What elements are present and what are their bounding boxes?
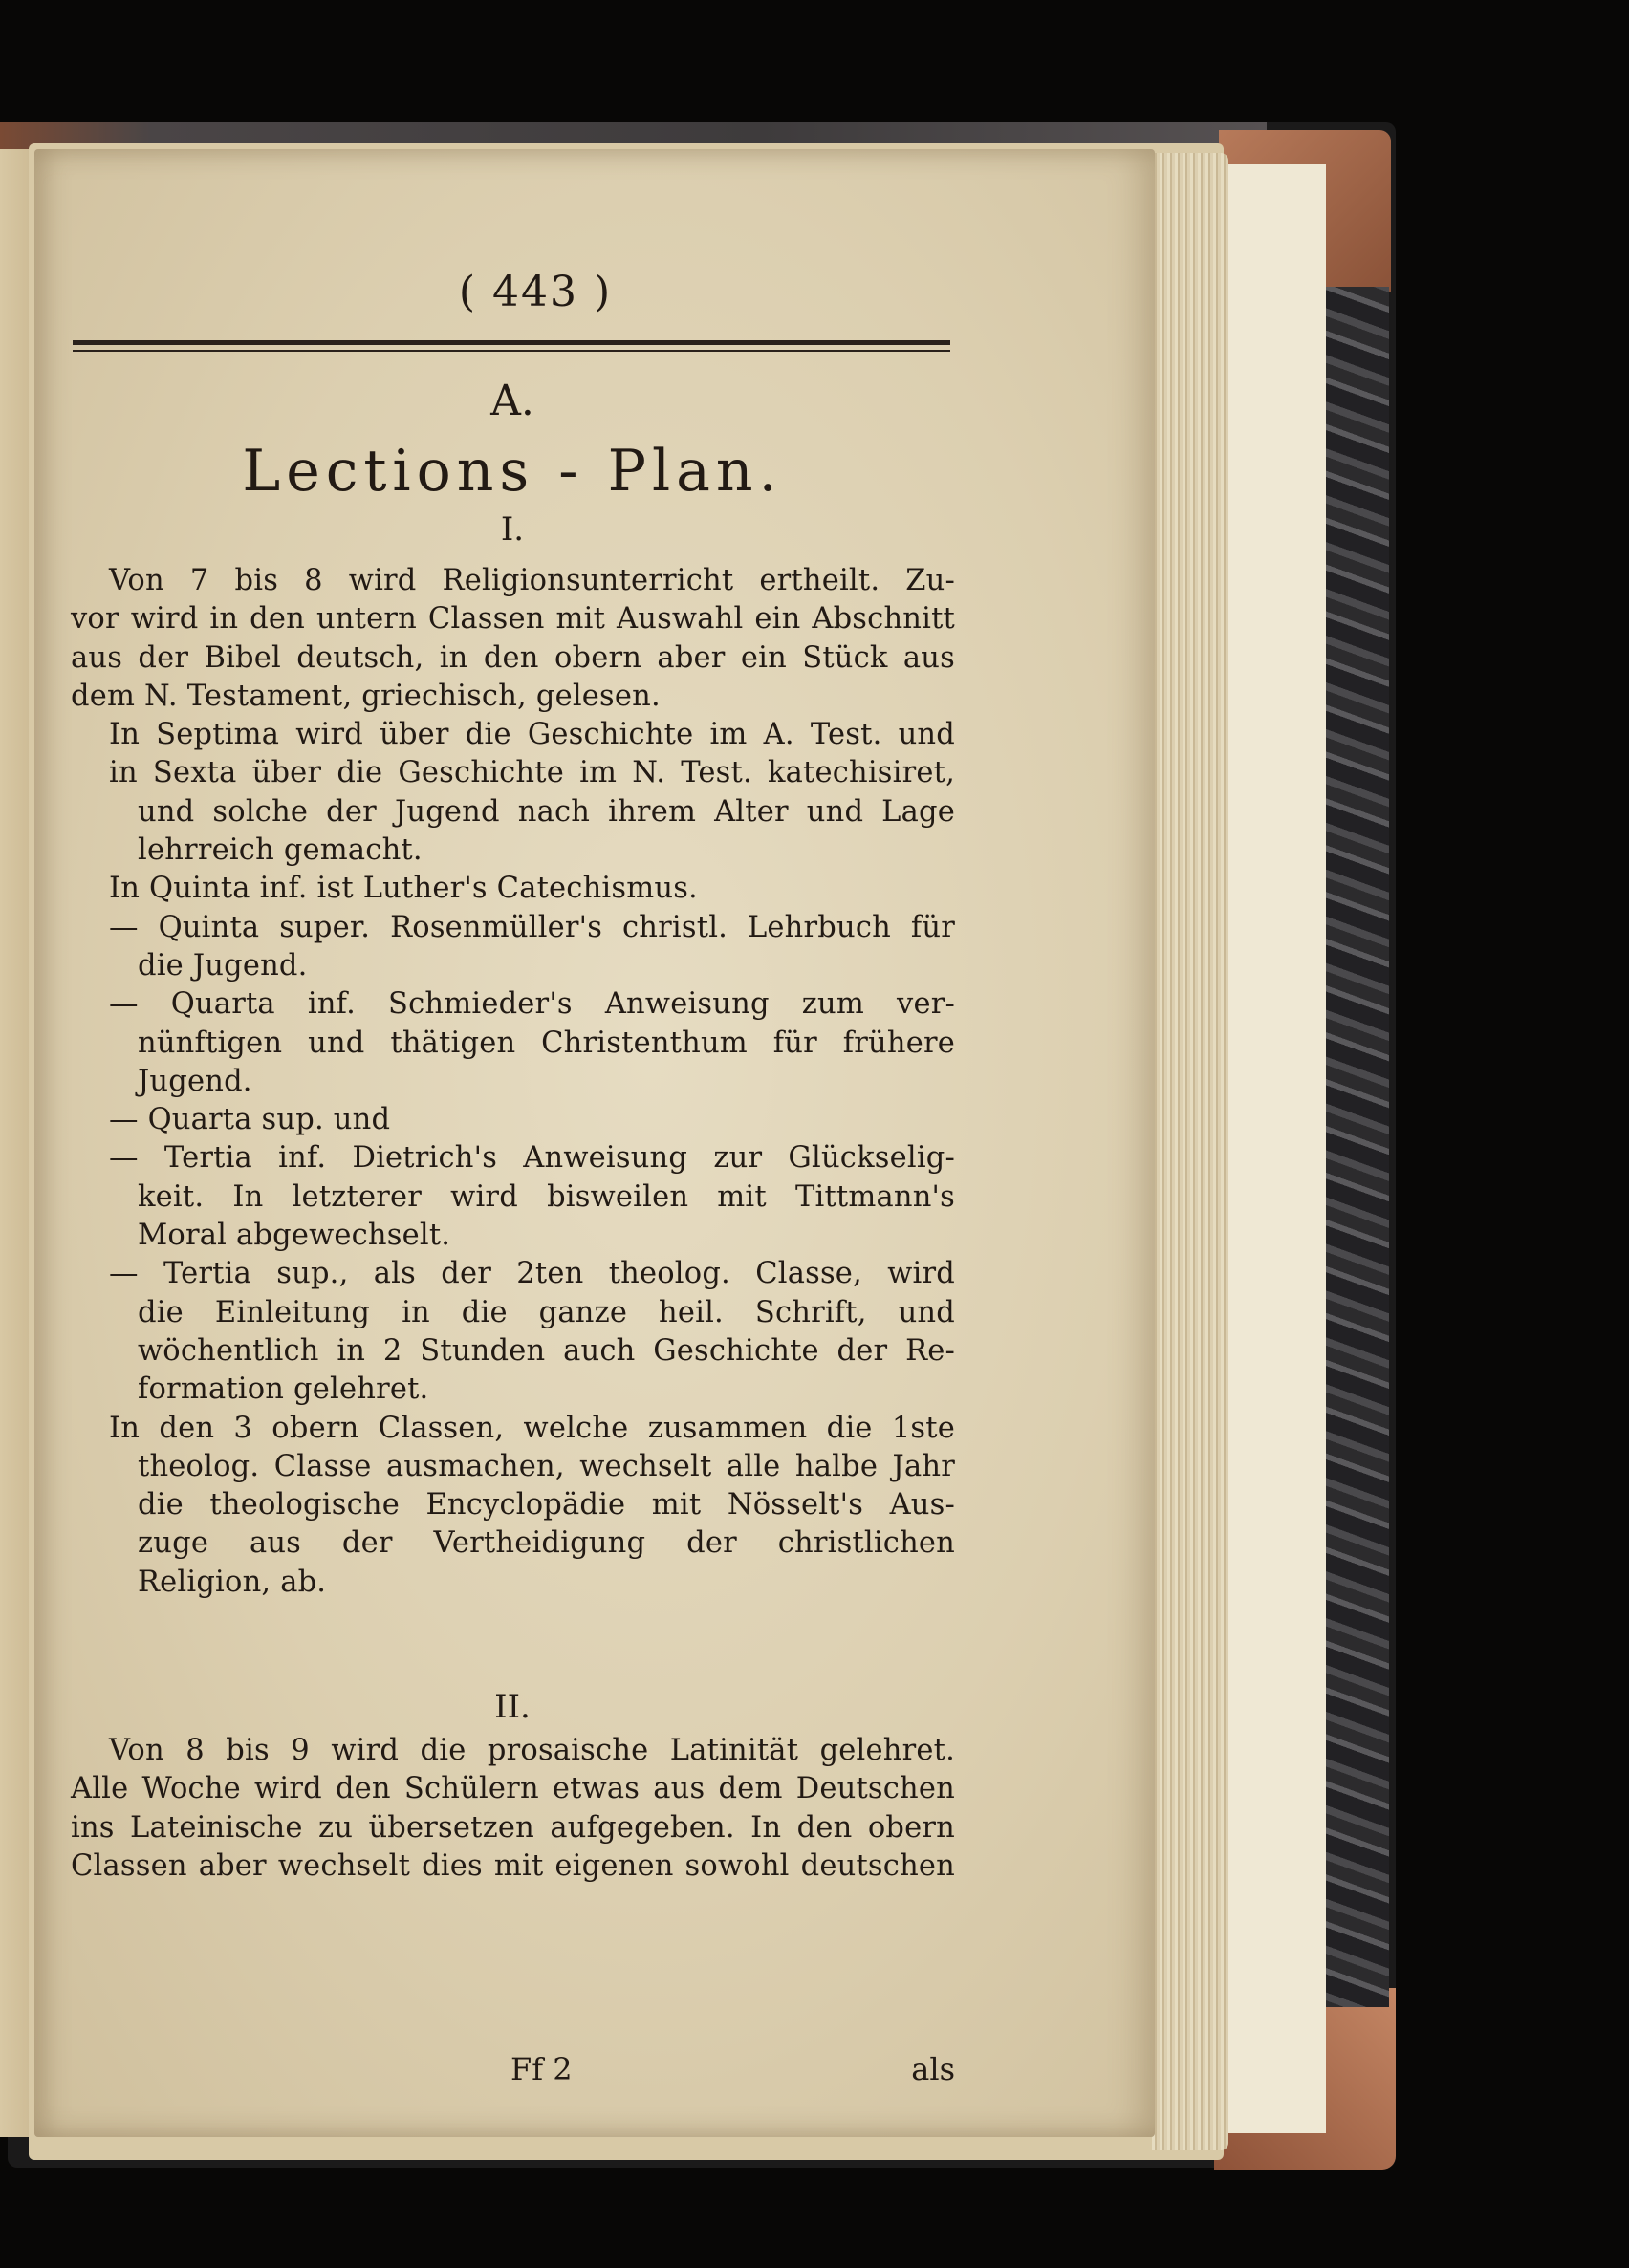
text-line: — Quarta inf. Schmieder's Anweisung zum ver- xyxy=(109,987,955,1022)
text-line: Von 8 bis 9 wird die prosaische Latinität gelehret. xyxy=(109,1734,955,1767)
text-line: wöchentlich in 2 Stunden auch Geschichte der Re- xyxy=(138,1333,955,1368)
page-footer xyxy=(71,2051,955,2089)
text-line: Classen aber wechselt dies mit eigenen sowohl deutschen xyxy=(71,1848,955,1883)
page-number: ( 443 ) xyxy=(458,268,613,316)
text-line: die Einleitung in die ganze heil. Schrift, und xyxy=(138,1295,955,1329)
endpaper xyxy=(1228,164,1326,2133)
text-line: — Quinta super. Rosenmüller's christl. Lehrbuch für xyxy=(109,910,955,944)
text-line: aus der Bibel deutsch, in den obern aber ein Stück aus xyxy=(71,640,955,675)
text-line: formation gelehret. xyxy=(138,1372,429,1407)
text-line: — Quarta sup. und xyxy=(109,1103,391,1137)
text-line: — Tertia sup., als der 2ten theolog. Classe, wird xyxy=(109,1257,955,1291)
signature-mark: Ff 2 xyxy=(510,2051,573,2087)
text-line: Von 7 bis 8 wird Religionsunterricht ertheilt. Zu- xyxy=(109,564,955,597)
text-line: — Tertia inf. Dietrich's Anweisung zur Glückselig- xyxy=(109,1141,955,1176)
text-line: in Sexta über die Geschichte im N. Test. katechisiret, xyxy=(109,756,955,790)
header-rule-thin xyxy=(73,350,950,352)
text-line: dem N. Testament, griechisch, gelesen. xyxy=(71,679,661,713)
text-line: lehrreich gemacht. xyxy=(138,833,423,868)
text-line: und solche der Jugend nach ihrem Alter und Lage xyxy=(138,794,955,829)
text-line: Alle Woche wird den Schülern etwas aus dem Deutschen xyxy=(71,1772,955,1806)
text-line: Jugend. xyxy=(138,1064,252,1098)
section-numeral: I. xyxy=(500,510,525,549)
section-1-text xyxy=(71,562,955,1602)
text-line: ins Lateinische zu übersetzen aufgegeben. In den obern xyxy=(71,1810,955,1845)
text-line: keit. In letzterer wird bisweilen mit Tittmann's xyxy=(138,1179,955,1214)
text-line: die Jugend. xyxy=(138,948,308,983)
text-line: In Septima wird über die Geschichte im A. Test. und xyxy=(109,718,955,752)
section-2-text xyxy=(71,1732,955,1886)
text-line: Religion, ab. xyxy=(138,1565,327,1599)
text-line: theolog. Classe ausmachen, wechselt alle halbe Jahr xyxy=(138,1449,955,1483)
text-line: In den 3 obern Classen, welche zusammen die 1ste xyxy=(109,1411,955,1445)
text-line: vor wird in den untern Classen mit Auswahl ein Abschnitt xyxy=(71,602,955,637)
catchword: als xyxy=(911,2051,955,2087)
book-page xyxy=(34,149,1155,2137)
text-line: nünftigen und thätigen Christenthum für frühere xyxy=(138,1026,955,1060)
text-line: die theologische Encyclopädie mit Nösselt's Aus- xyxy=(138,1488,955,1523)
section-numeral: II. xyxy=(494,1688,531,1726)
page-edges xyxy=(1152,153,1228,2150)
header-rule xyxy=(73,340,950,345)
text-line: In Quinta inf. ist Luther's Catechismus. xyxy=(109,872,698,906)
facing-page-edge xyxy=(0,149,33,2137)
text-line: zuge aus der Vertheidigung der christlichen xyxy=(138,1526,955,1561)
page-heading: Lections - Plan. xyxy=(242,438,783,505)
text-line: Moral abgewechselt. xyxy=(138,1219,451,1253)
section-letter: A. xyxy=(490,377,534,425)
page-content xyxy=(34,149,1155,2137)
